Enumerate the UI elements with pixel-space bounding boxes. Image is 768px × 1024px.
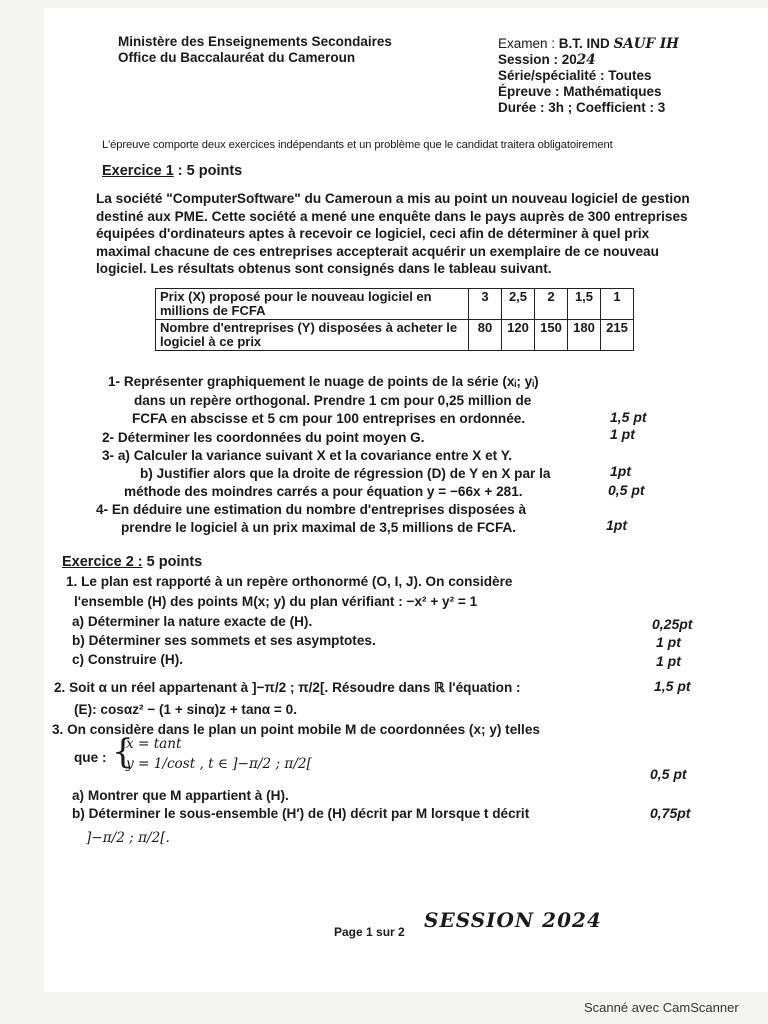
ex2-equation-E: (E): cosαz² − (1 + sinα)z + tanα = 0. [74, 702, 297, 717]
table-cell: 215 [601, 320, 634, 351]
ex2-question-3a: a) Montrer que M appartient à (H). [72, 788, 289, 803]
epreuve-line: Épreuve : Mathématiques [498, 84, 662, 99]
ex2-question-1c: c) Construire (H). [72, 652, 184, 667]
ex2-question-1: 1. Le plan est rapporté à un repère orthonormé (O, I, J). On considère [66, 574, 513, 589]
handwritten-exam-note: SAUF IH [613, 36, 679, 52]
exercise-2-title: Exercice 2 : 5 points [62, 554, 203, 570]
table-cell: 180 [568, 320, 601, 351]
points-ex2-q3: 0,5 pt [650, 766, 687, 782]
points-ex1-q3b: 0,5 pt [608, 482, 645, 498]
points-ex1-q3a: 1pt [610, 463, 631, 479]
ex2-question-2: 2. Soit α un réel appartenant à ]−π/2 ; π/2[. Résoudre dans ℝ l'équation : [54, 680, 521, 695]
points-ex2-q3b: 0,75pt [650, 805, 691, 821]
ex1-question-3b: b) Justifier alors que la droite de régression (D) de Y en X par la [140, 466, 551, 481]
table-cell: 1 [601, 289, 634, 320]
page-number: Page 1 sur 2 [334, 925, 405, 939]
exam-page [44, 8, 768, 992]
ex2-question-1-line2: l'ensemble (H) des points M(x; y) du plan vérifiant : −x² + y² = 1 [74, 594, 478, 609]
table-cell: 120 [502, 320, 535, 351]
ex1-question-3a: 3- a) Calculer la variance suivant X et la covariance entre X et Y. [102, 448, 513, 463]
points-ex1-q4: 1pt [606, 517, 627, 533]
handwritten-session-note: SESSION 2024 [424, 908, 602, 932]
exercise-1-title: Exercice 1 : 5 points [102, 163, 243, 179]
table-row [156, 320, 634, 351]
ex2-question-3b-interval: ]−π/2 ; π/2[. [86, 830, 170, 846]
ex1-question-1: 1- Représenter graphiquement le nuage de points de la série (xᵢ; yᵢ) [108, 374, 539, 389]
ex2-question-3: 3. On considère dans le plan un point mobile M de coordonnées (x; y) telles [52, 722, 540, 737]
ex1-question-4: 4- En déduire une estimation du nombre d'entreprises disposées à [96, 502, 527, 517]
ex1-question-3b-line2: méthode des moindres carrés a pour équation y = −66x + 281. [124, 484, 523, 499]
table-row-label: Prix (X) proposé pour le nouveau logiciel en millions de FCFA [156, 289, 469, 320]
table-cell: 80 [469, 320, 502, 351]
header-exam-info [498, 36, 679, 116]
ex2-question-3-que: que : [74, 750, 107, 765]
table-cell: 2,5 [502, 289, 535, 320]
ex1-question-2: 2- Déterminer les coordonnées du point moyen G. [102, 430, 425, 445]
points-ex1-q1: 1,5 pt [610, 409, 647, 425]
ministry-line: Ministère des Enseignements Secondaires [118, 34, 392, 49]
ex1-question-1-line3: FCFA en abscisse et 5 cm pour 100 entreprises en ordonnée. [132, 411, 526, 426]
ex1-question-4-line2: prendre le logiciel à un prix maximal de 3,5 millions de FCFA. [121, 520, 517, 535]
ex2-question-3b: b) Déterminer le sous-ensemble (H′) de (H) décrit par M lorsque t décrit [72, 806, 530, 821]
points-ex2-q1b: 1 pt [656, 634, 681, 650]
table-cell: 3 [469, 289, 502, 320]
system-brace: { [112, 732, 134, 772]
intro-text: L'épreuve comporte deux exercices indépendants et un problème que le candidat traitera obligatoirement [102, 139, 613, 151]
table-row-label: Nombre d'entreprises (Y) disposées à acheter le logiciel à ce prix [156, 320, 469, 351]
points-ex2-q1c: 1 pt [656, 653, 681, 669]
points-ex1-q2: 1 pt [610, 426, 635, 442]
table-cell: 1,5 [568, 289, 601, 320]
duree-coefficient-line: Durée : 3h ; Coefficient : 3 [498, 100, 666, 115]
exercise-1-paragraph: La société "ComputerSoftware" du Cameroun a mis au point un nouveau logiciel de gestion destiné aux PME. Cette société a mené une enquête dans le pays auprès de 300 entreprises équipées d'ordinateurs aptes à recevoir ce logiciel, ceci afin de déterminer à quel prix maximal chacune de ces entreprises accepterait acquérir un exemplaire de ce nouveau logiciel. Les résultats obtenus sont consignés dans le tableau suivant. [96, 191, 690, 277]
ex2-question-1a: a) Déterminer la nature exacte de (H). [72, 614, 313, 629]
camscanner-watermark: Scanné avec CamScanner [584, 1000, 739, 1015]
office-line: Office du Baccalauréat du Cameroun [118, 50, 356, 65]
handwritten-session-year: 24 [576, 52, 596, 68]
session-line: Session : 2024 [498, 52, 596, 68]
ex1-question-1-line2: dans un repère orthogonal. Prendre 1 cm pour 0,25 million de [134, 393, 532, 408]
system-line-y: y = 1/cost , t ∈ ]−π/2 ; π/2[ [126, 756, 312, 772]
header-organisation [118, 34, 392, 66]
points-ex2-q2: 1,5 pt [654, 678, 691, 694]
table-cell: 2 [535, 289, 568, 320]
table-row [156, 289, 634, 320]
serie-line: Série/spécialité : Toutes [498, 68, 652, 83]
table-cell: 150 [535, 320, 568, 351]
data-table [155, 288, 634, 351]
system-line-x: x = tant [126, 736, 182, 752]
points-ex2-q1a: 0,25pt [652, 616, 693, 632]
ex2-question-1b: b) Déterminer ses sommets et ses asymptotes. [72, 633, 376, 648]
exam-line: Examen : B.T. IND SAUF IH [498, 36, 679, 52]
